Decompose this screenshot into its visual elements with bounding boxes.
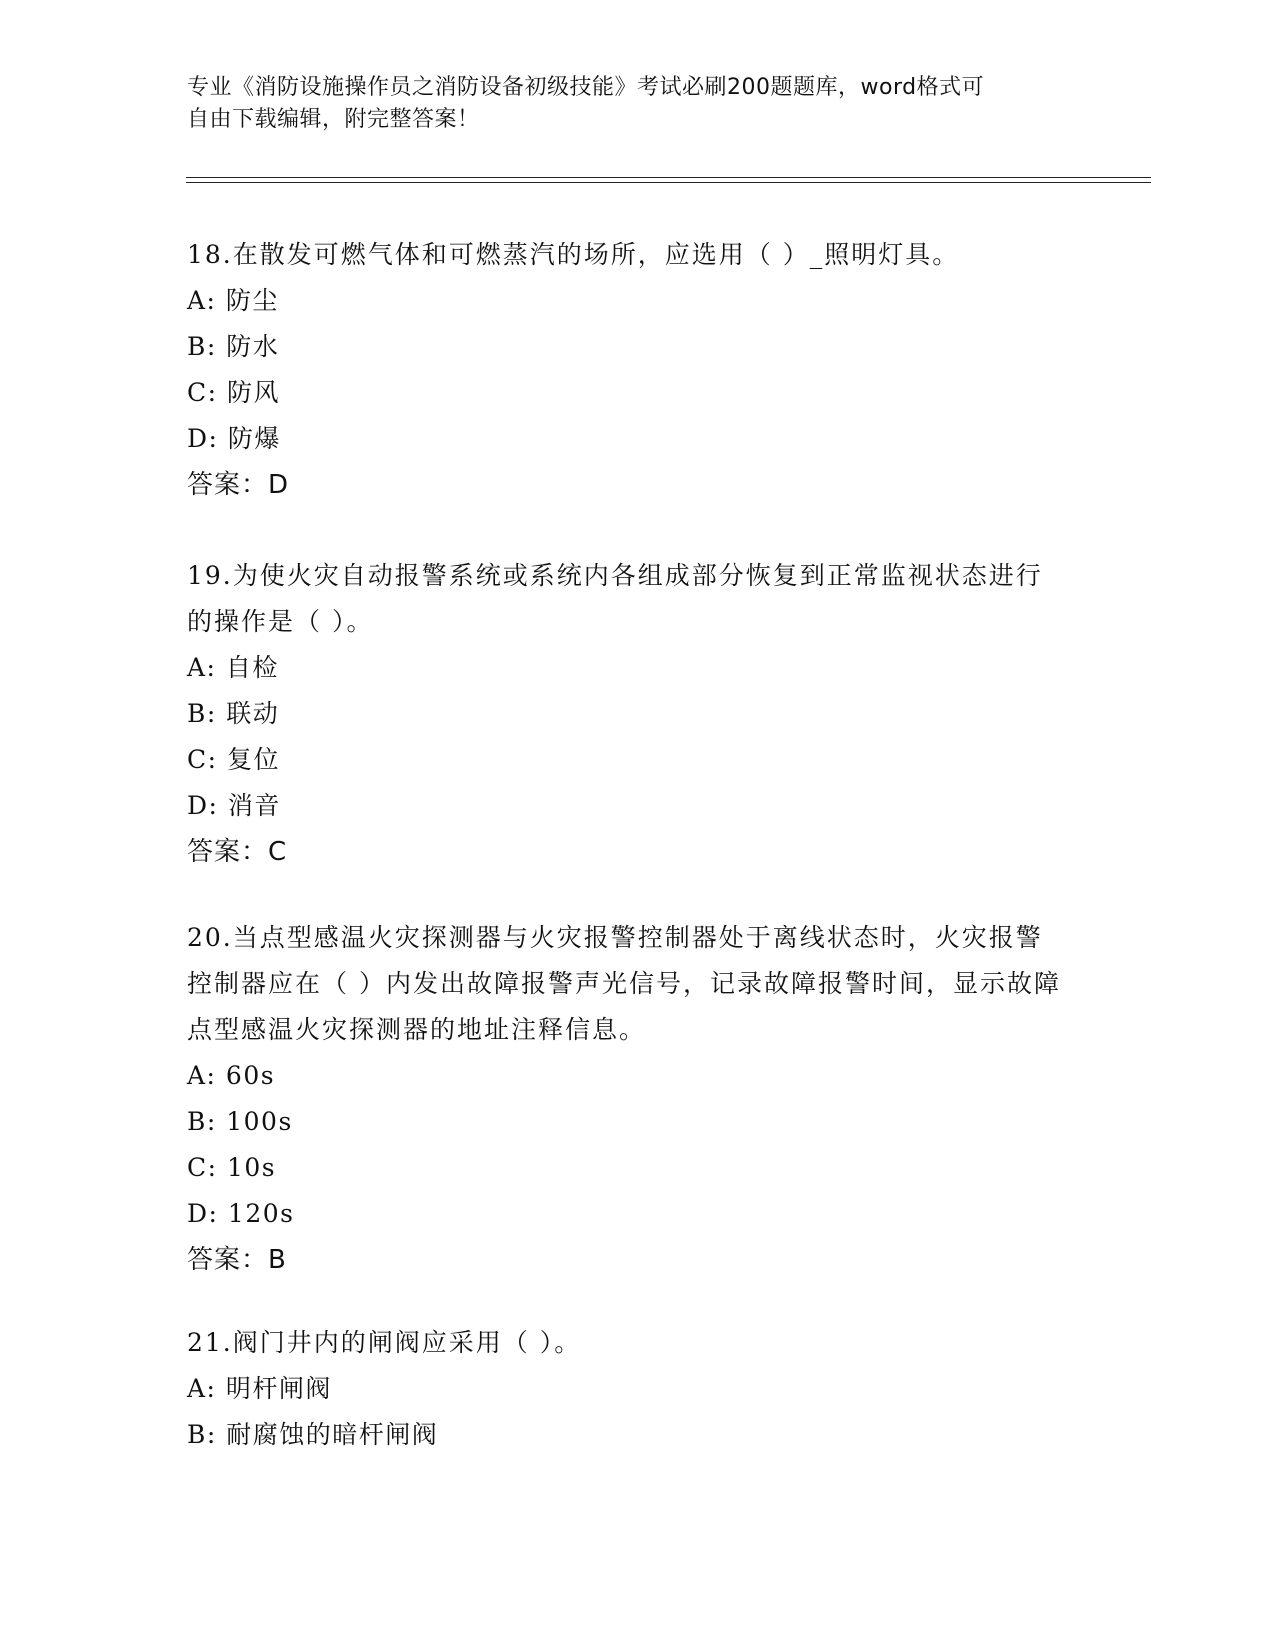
- option-a: A: 60s: [187, 1061, 276, 1090]
- option-a: A: 防尘: [187, 286, 279, 315]
- option-a: A: 明杆闸阀: [187, 1374, 332, 1403]
- question-text: 21.阀门井内的闸阀应采用（ ）。: [187, 1328, 582, 1357]
- answer: 答案：B: [187, 1245, 287, 1275]
- question-20: [187, 915, 1067, 1283]
- answer: 答案：D: [187, 470, 290, 500]
- question-text: 18.在散发可燃气体和可燃蒸汽的场所，应选用（ ）_照明灯具。: [187, 240, 960, 269]
- document-header: 专业《消防设施操作员之消防设备初级技能》考试必刷200题题库，word格式可 自由下载编辑，附完整答案！: [187, 75, 985, 132]
- header-divider-bottom: [186, 182, 1151, 183]
- option-c: C: 防风: [187, 378, 280, 407]
- option-d: D: 消音: [187, 791, 281, 820]
- option-b: B: 耐腐蚀的暗杆闸阀: [187, 1420, 439, 1449]
- option-d: D: 防爆: [187, 424, 281, 453]
- option-c: C: 10s: [187, 1153, 277, 1182]
- option-a: A: 自检: [187, 653, 279, 682]
- question-text: 19.为使火灾自动报警系统或系统内各组成部分恢复到正常监视状态进行的操作是（ ）。: [187, 561, 1043, 636]
- question-19: [187, 553, 1067, 875]
- option-b: B: 联动: [187, 699, 280, 728]
- header-divider-top: [186, 177, 1151, 178]
- option-c: C: 复位: [187, 745, 280, 774]
- option-b: B: 100s: [187, 1107, 293, 1136]
- question-21: [187, 1320, 1067, 1458]
- option-d: D: 120s: [187, 1199, 295, 1228]
- answer: 答案：C: [187, 837, 288, 867]
- option-b: B: 防水: [187, 332, 280, 361]
- question-18: [187, 232, 1067, 508]
- question-text: 20.当点型感温火灾探测器与火灾报警控制器处于离线状态时，火灾报警控制器应在（ ）内发出故障报警声光信号，记录故障报警时间，显示故障点型感温火灾探测器的地址注释信息。: [187, 923, 1061, 1044]
